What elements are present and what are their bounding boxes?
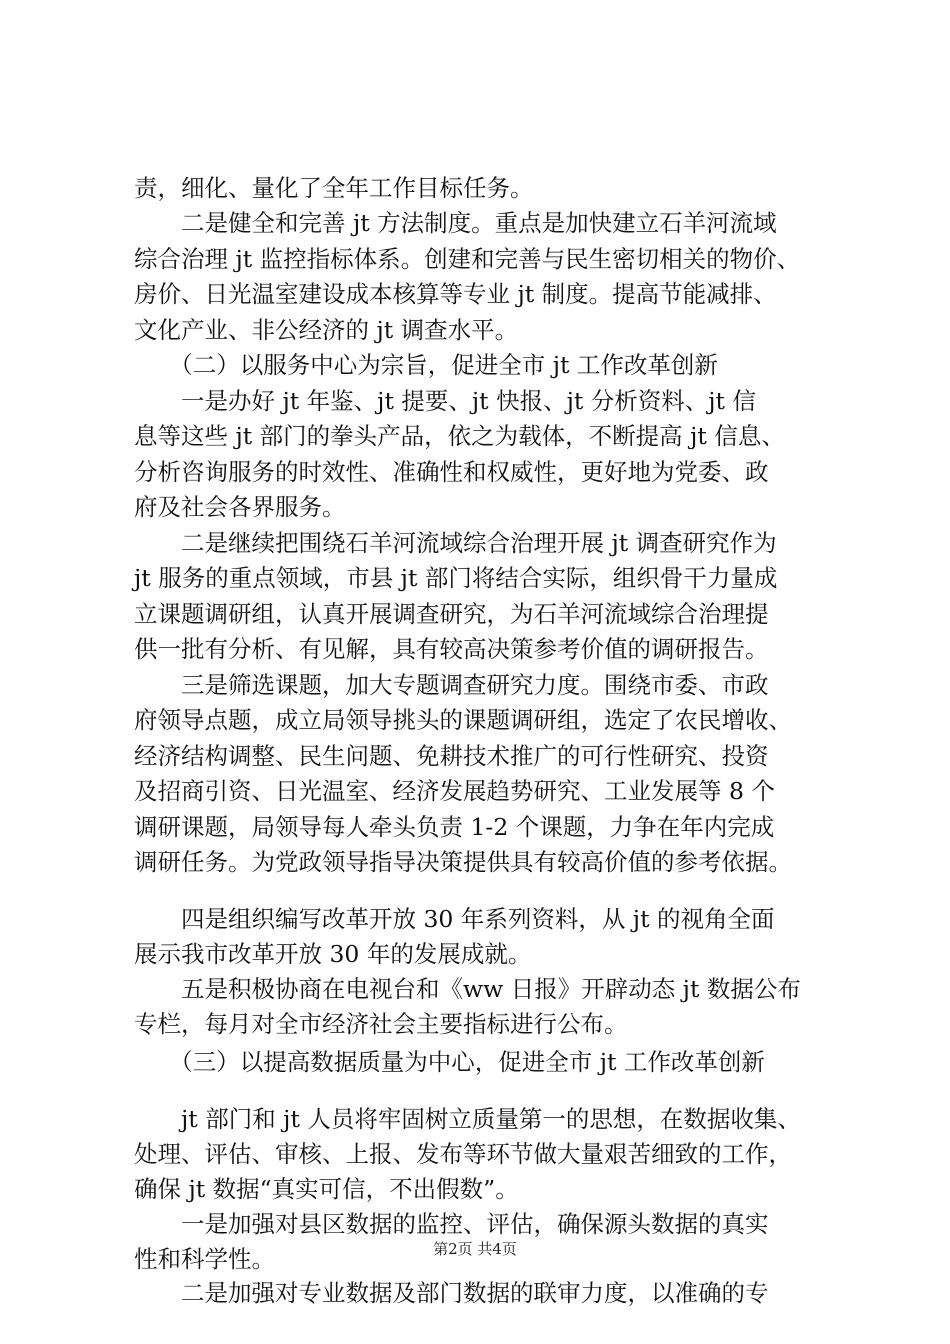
text-line: 五是积极协商在电视台和《ww 日报》开辟动态 jt 数据公布 — [134, 975, 801, 1003]
text-line: 二是继续把围绕石羊河流域综合治理开展 jt 调查研究作为 — [134, 529, 777, 557]
text-line: 调研任务。为党政领导指导决策提供具有较高价值的参考依据。 — [134, 848, 792, 876]
text-line: 性和科学性。 — [134, 1245, 275, 1273]
text-line: 一是加强对县区数据的监控、评估，确保源头数据的真实 — [134, 1210, 769, 1238]
text-line: 处理、评估、审核、上报、发布等环节做大量艰苦细致的工作， — [134, 1140, 792, 1168]
section-heading: （三）以提高数据质量为中心，促进全市 jt 工作改革创新 — [134, 1048, 765, 1076]
text-line: 立课题调研组，认真开展调查研究，为石羊河流域综合治理提 — [134, 600, 769, 628]
text-line: 供一批有分析、有见解，具有较高决策参考价值的调研报告。 — [134, 635, 769, 663]
text-line: 房价、日光温室建设成本核算等专业 jt 制度。提高节能减排、 — [134, 280, 777, 308]
section-heading: （二）以服务中心为宗旨，促进全市 jt 工作改革创新 — [134, 351, 718, 379]
text-line: 及招商引资、日光温室、经济发展趋势研究、工业发展等 8 个 — [134, 777, 775, 805]
text-line: 二是加强对专业数据及部门数据的联审力度，以准确的专 — [134, 1279, 769, 1307]
text-line: 文化产业、非公经济的 jt 调查水平。 — [134, 316, 519, 344]
text-line: 经济结构调整、民生问题、免耕技术推广的可行性研究、投资 — [134, 742, 769, 770]
text-line: 调研课题，局领导每人牵头负责 1-2 个课题，力争在年内完成 — [134, 813, 775, 841]
text-line: 责，细化、量化了全年工作目标任务。 — [134, 174, 534, 202]
text-line: 府领导点题，成立局领导挑头的课题调研组，选定了农民增收、 — [134, 706, 792, 734]
text-line: jt 部门和 jt 人员将牢固树立质量第一的思想，在数据收集、 — [134, 1105, 801, 1133]
text-line: 展示我市改革开放 30 年的发展成就。 — [134, 940, 532, 968]
text-line: jt 服务的重点领域，市县 jt 部门将结合实际，组织骨干力量成 — [134, 564, 778, 592]
text-line: 息等这些 jt 部门的拳头产品，依之为载体，不断提高 jt 信息、 — [134, 422, 785, 450]
text-line: 专栏，每月对全市经济社会主要指标进行公布。 — [134, 1010, 628, 1038]
text-line: 确保 jt 数据“真实可信，不出假数”。 — [134, 1175, 519, 1203]
text-line: 二是健全和完善 jt 方法制度。重点是加快建立石羊河流域 — [134, 209, 777, 237]
text-line: 三是筛选课题，加大专题调查研究力度。围绕市委、市政 — [134, 671, 769, 699]
text-line: 府及社会各界服务。 — [134, 493, 346, 521]
text-line: 综合治理 jt 监控指标体系。创建和完善与民生密切相关的物价、 — [134, 245, 801, 273]
text-line: 一是办好 jt 年鉴、jt 提要、jt 快报、jt 分析资料、jt 信 — [134, 387, 756, 415]
text-line: 分析咨询服务的时效性、准确性和权威性，更好地为党委、政 — [134, 458, 769, 486]
text-line: 四是组织编写改革开放 30 年系列资料，从 jt 的视角全面 — [134, 905, 775, 933]
page-footer: 第2页 共4页 — [433, 1240, 517, 1258]
